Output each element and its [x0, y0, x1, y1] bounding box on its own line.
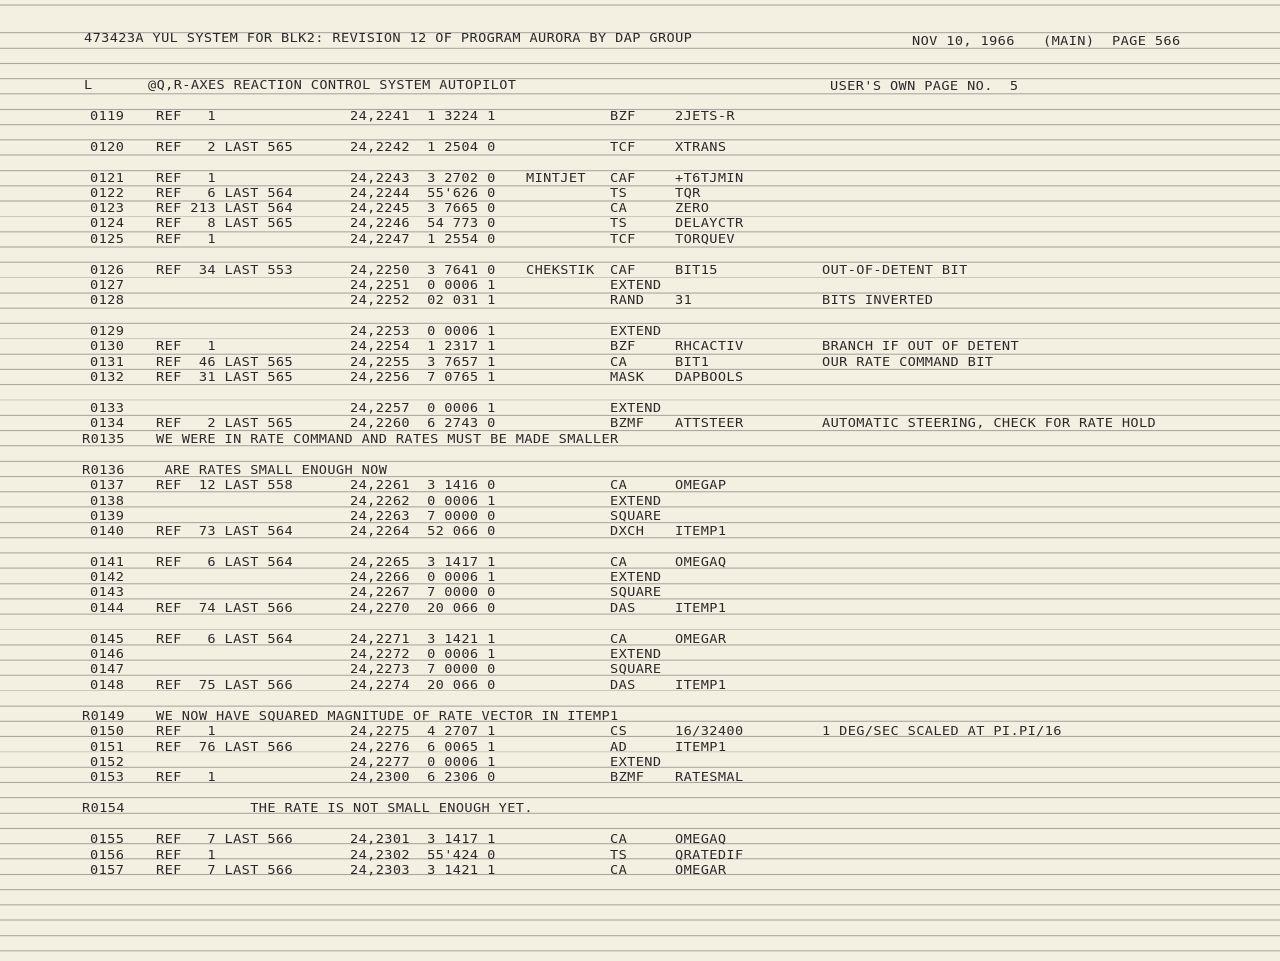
line-reference: REF 75 LAST 566 — [156, 677, 294, 692]
line-operand: OMEGAQ — [675, 831, 727, 846]
line-reference: REF 7 LAST 566 — [156, 862, 294, 877]
line-address-and-code: 24,2257 0 0006 1 — [350, 400, 496, 415]
line-label: MINTJET — [526, 170, 586, 185]
line-operand: OMEGAR — [675, 631, 727, 646]
line-opcode: CA — [610, 477, 628, 492]
line-address-and-code: 24,2250 3 7641 0 — [350, 262, 496, 277]
line-operand: TQR — [675, 185, 701, 200]
line-address-and-code: 24,2254 1 2317 1 — [350, 338, 496, 353]
line-opcode: DAS — [610, 600, 636, 615]
line-operand: OMEGAP — [675, 477, 727, 492]
line-opcode: TS — [610, 215, 628, 230]
line-address-and-code: 24,2270 20 066 0 — [350, 600, 496, 615]
line-reference: REF 8 LAST 565 — [156, 215, 294, 230]
line-address-and-code: 24,2267 7 0000 0 — [350, 584, 496, 599]
line-address-and-code: 24,2300 6 2306 0 — [350, 769, 496, 784]
line-reference: REF 7 LAST 566 — [156, 831, 294, 846]
line-number: 0131 — [90, 354, 125, 369]
line-number: 0150 — [90, 723, 125, 738]
line-opcode: EXTEND — [610, 493, 662, 508]
line-opcode: EXTEND — [610, 323, 662, 338]
line-number: 0151 — [90, 739, 125, 754]
line-operand: DELAYCTR — [675, 215, 744, 230]
line-number: 0142 — [90, 569, 125, 584]
line-operand: TORQUEV — [675, 231, 735, 246]
line-opcode: TS — [610, 847, 628, 862]
line-number: 0132 — [90, 369, 125, 384]
line-address-and-code: 24,2266 0 0006 1 — [350, 569, 496, 584]
line-reference: REF 1 — [156, 231, 216, 246]
line-reference: REF 46 LAST 565 — [156, 354, 294, 369]
line-number: 0153 — [90, 769, 125, 784]
line-operand: +T6TJMIN — [675, 170, 744, 185]
line-reference: REF 1 — [156, 769, 216, 784]
remark-text: ARE RATES SMALL ENOUGH NOW — [156, 462, 388, 477]
line-address-and-code: 24,2261 3 1416 0 — [350, 477, 496, 492]
line-number: 0146 — [90, 646, 125, 661]
line-number: 0124 — [90, 215, 125, 230]
line-reference: REF 73 LAST 564 — [156, 523, 294, 538]
line-number: 0143 — [90, 584, 125, 599]
line-operand: BIT1 — [675, 354, 710, 369]
line-opcode: BZF — [610, 338, 636, 353]
line-number: 0145 — [90, 631, 125, 646]
line-number: 0130 — [90, 338, 125, 353]
line-opcode: CA — [610, 631, 628, 646]
line-address-and-code: 24,2277 0 0006 1 — [350, 754, 496, 769]
line-number: 0139 — [90, 508, 125, 523]
line-opcode: CA — [610, 200, 628, 215]
line-address-and-code: 24,2276 6 0065 1 — [350, 739, 496, 754]
line-address-and-code: 24,2245 3 7665 0 — [350, 200, 496, 215]
line-address-and-code: 24,2303 3 1421 1 — [350, 862, 496, 877]
line-opcode: DXCH — [610, 523, 645, 538]
line-opcode: EXTEND — [610, 277, 662, 292]
line-address-and-code: 24,2253 0 0006 1 — [350, 323, 496, 338]
line-operand: ATTSTEER — [675, 415, 744, 430]
remark-text: THE RATE IS NOT SMALL ENOUGH YET. — [156, 800, 533, 815]
line-address-and-code: 24,2262 0 0006 1 — [350, 493, 496, 508]
section-marker: L — [84, 77, 93, 92]
line-opcode: EXTEND — [610, 569, 662, 584]
line-reference: REF 34 LAST 553 — [156, 262, 294, 277]
line-reference: REF 12 LAST 558 — [156, 477, 294, 492]
line-number: 0120 — [90, 139, 125, 154]
line-number: 0141 — [90, 554, 125, 569]
line-opcode: CA — [610, 554, 628, 569]
line-number: 0134 — [90, 415, 125, 430]
line-operand: ITEMP1 — [675, 677, 727, 692]
line-address-and-code: 24,2256 7 0765 1 — [350, 369, 496, 384]
line-operand: ITEMP1 — [675, 523, 727, 538]
line-comment: BRANCH IF OUT OF DETENT — [822, 338, 1020, 353]
line-reference: REF 6 LAST 564 — [156, 185, 294, 200]
line-opcode: CA — [610, 862, 628, 877]
line-operand: 2JETS-R — [675, 108, 735, 123]
line-address-and-code: 24,2265 3 1417 1 — [350, 554, 496, 569]
line-address-and-code: 24,2272 0 0006 1 — [350, 646, 496, 661]
line-opcode: SQUARE — [610, 508, 662, 523]
line-opcode: CS — [610, 723, 628, 738]
header-page-number: PAGE 566 — [1112, 33, 1181, 48]
line-address-and-code: 24,2247 1 2554 0 — [350, 231, 496, 246]
line-opcode: DAS — [610, 677, 636, 692]
line-number: 0125 — [90, 231, 125, 246]
line-reference: REF 1 — [156, 847, 216, 862]
line-number: 0121 — [90, 170, 125, 185]
line-address-and-code: 24,2264 52 066 0 — [350, 523, 496, 538]
remark-number: R0136 — [82, 462, 125, 477]
line-number: 0129 — [90, 323, 125, 338]
line-label: CHEKSTIK — [526, 262, 595, 277]
line-reference: REF 1 — [156, 723, 216, 738]
header-main-label: (MAIN) — [1043, 33, 1095, 48]
line-address-and-code: 24,2274 20 066 0 — [350, 677, 496, 692]
line-operand: RHCACTIV — [675, 338, 744, 353]
line-reference: REF 76 LAST 566 — [156, 739, 294, 754]
line-comment: AUTOMATIC STEERING, CHECK FOR RATE HOLD — [822, 415, 1157, 430]
line-opcode: RAND — [610, 292, 645, 307]
line-number: 0126 — [90, 262, 125, 277]
line-number: 0155 — [90, 831, 125, 846]
line-opcode: TS — [610, 185, 628, 200]
line-opcode: CAF — [610, 170, 636, 185]
line-number: 0157 — [90, 862, 125, 877]
line-reference: REF 1 — [156, 108, 216, 123]
line-address-and-code: 24,2244 55'626 0 — [350, 185, 496, 200]
line-address-and-code: 24,2242 1 2504 0 — [350, 139, 496, 154]
line-address-and-code: 24,2246 54 773 0 — [350, 215, 496, 230]
line-operand: BIT15 — [675, 262, 718, 277]
line-opcode: SQUARE — [610, 584, 662, 599]
line-address-and-code: 24,2275 4 2707 1 — [350, 723, 496, 738]
section-title: @Q,R-AXES REACTION CONTROL SYSTEM AUTOPILOT — [148, 77, 517, 92]
line-opcode: BZMF — [610, 769, 645, 784]
line-number: 0156 — [90, 847, 125, 862]
line-number: 0152 — [90, 754, 125, 769]
line-opcode: TCF — [610, 139, 636, 154]
line-address-and-code: 24,2252 02 031 1 — [350, 292, 496, 307]
line-address-and-code: 24,2301 3 1417 1 — [350, 831, 496, 846]
remark-text: WE WERE IN RATE COMMAND AND RATES MUST BE MADE SMALLER — [156, 431, 619, 446]
line-operand: ITEMP1 — [675, 600, 727, 615]
line-reference: REF 74 LAST 566 — [156, 600, 294, 615]
line-operand: ITEMP1 — [675, 739, 727, 754]
line-reference: REF 2 LAST 565 — [156, 415, 294, 430]
line-operand: OMEGAR — [675, 862, 727, 877]
line-reference: REF 6 LAST 564 — [156, 554, 294, 569]
line-number: 0137 — [90, 477, 125, 492]
line-opcode: AD — [610, 739, 628, 754]
line-opcode: SQUARE — [610, 661, 662, 676]
line-address-and-code: 24,2241 1 3224 1 — [350, 108, 496, 123]
line-number: 0140 — [90, 523, 125, 538]
line-number: 0119 — [90, 108, 125, 123]
line-number: 0138 — [90, 493, 125, 508]
line-reference: REF 1 — [156, 170, 216, 185]
line-address-and-code: 24,2260 6 2743 0 — [350, 415, 496, 430]
line-number: 0128 — [90, 292, 125, 307]
line-operand: DAPBOOLS — [675, 369, 744, 384]
line-address-and-code: 24,2243 3 2702 0 — [350, 170, 496, 185]
line-number: 0133 — [90, 400, 125, 415]
line-address-and-code: 24,2271 3 1421 1 — [350, 631, 496, 646]
line-operand: 31 — [675, 292, 693, 307]
line-reference: REF 2 LAST 565 — [156, 139, 294, 154]
line-operand: ZERO — [675, 200, 710, 215]
line-comment: 1 DEG/SEC SCALED AT PI.PI/16 — [822, 723, 1062, 738]
remark-number: R0135 — [82, 431, 125, 446]
line-comment: BITS INVERTED — [822, 292, 934, 307]
line-opcode: MASK — [610, 369, 645, 384]
header-date: NOV 10, 1966 — [912, 33, 1015, 48]
line-opcode: TCF — [610, 231, 636, 246]
line-reference: REF 213 LAST 564 — [156, 200, 294, 215]
line-opcode: BZF — [610, 108, 636, 123]
header-title: 473423A YUL SYSTEM FOR BLK2: REVISION 12 OF PROGRAM AURORA BY DAP GROUP — [84, 30, 693, 45]
line-operand: RATESMAL — [675, 769, 744, 784]
line-number: 0123 — [90, 200, 125, 215]
line-number: 0127 — [90, 277, 125, 292]
line-operand: XTRANS — [675, 139, 727, 154]
line-opcode: CAF — [610, 262, 636, 277]
line-number: 0144 — [90, 600, 125, 615]
users-page-number: USER'S OWN PAGE NO. 5 — [830, 78, 1019, 93]
line-number: 0122 — [90, 185, 125, 200]
line-comment: OUR RATE COMMAND BIT — [822, 354, 994, 369]
line-number: 0148 — [90, 677, 125, 692]
line-address-and-code: 24,2263 7 0000 0 — [350, 508, 496, 523]
line-operand: QRATEDIF — [675, 847, 744, 862]
line-address-and-code: 24,2251 0 0006 1 — [350, 277, 496, 292]
line-opcode: BZMF — [610, 415, 645, 430]
line-reference: REF 31 LAST 565 — [156, 369, 294, 384]
line-number: 0147 — [90, 661, 125, 676]
line-reference: REF 6 LAST 564 — [156, 631, 294, 646]
remark-number: R0154 — [82, 800, 125, 815]
line-address-and-code: 24,2273 7 0000 0 — [350, 661, 496, 676]
line-opcode: EXTEND — [610, 646, 662, 661]
line-address-and-code: 24,2255 3 7657 1 — [350, 354, 496, 369]
line-opcode: EXTEND — [610, 400, 662, 415]
line-opcode: EXTEND — [610, 754, 662, 769]
line-comment: OUT-OF-DETENT BIT — [822, 262, 968, 277]
line-opcode: CA — [610, 354, 628, 369]
line-opcode: CA — [610, 831, 628, 846]
line-operand: OMEGAQ — [675, 554, 727, 569]
line-operand: 16/32400 — [675, 723, 744, 738]
line-address-and-code: 24,2302 55'424 0 — [350, 847, 496, 862]
line-reference: REF 1 — [156, 338, 216, 353]
remark-text: WE NOW HAVE SQUARED MAGNITUDE OF RATE VECTOR IN ITEMP1 — [156, 708, 619, 723]
remark-number: R0149 — [82, 708, 125, 723]
